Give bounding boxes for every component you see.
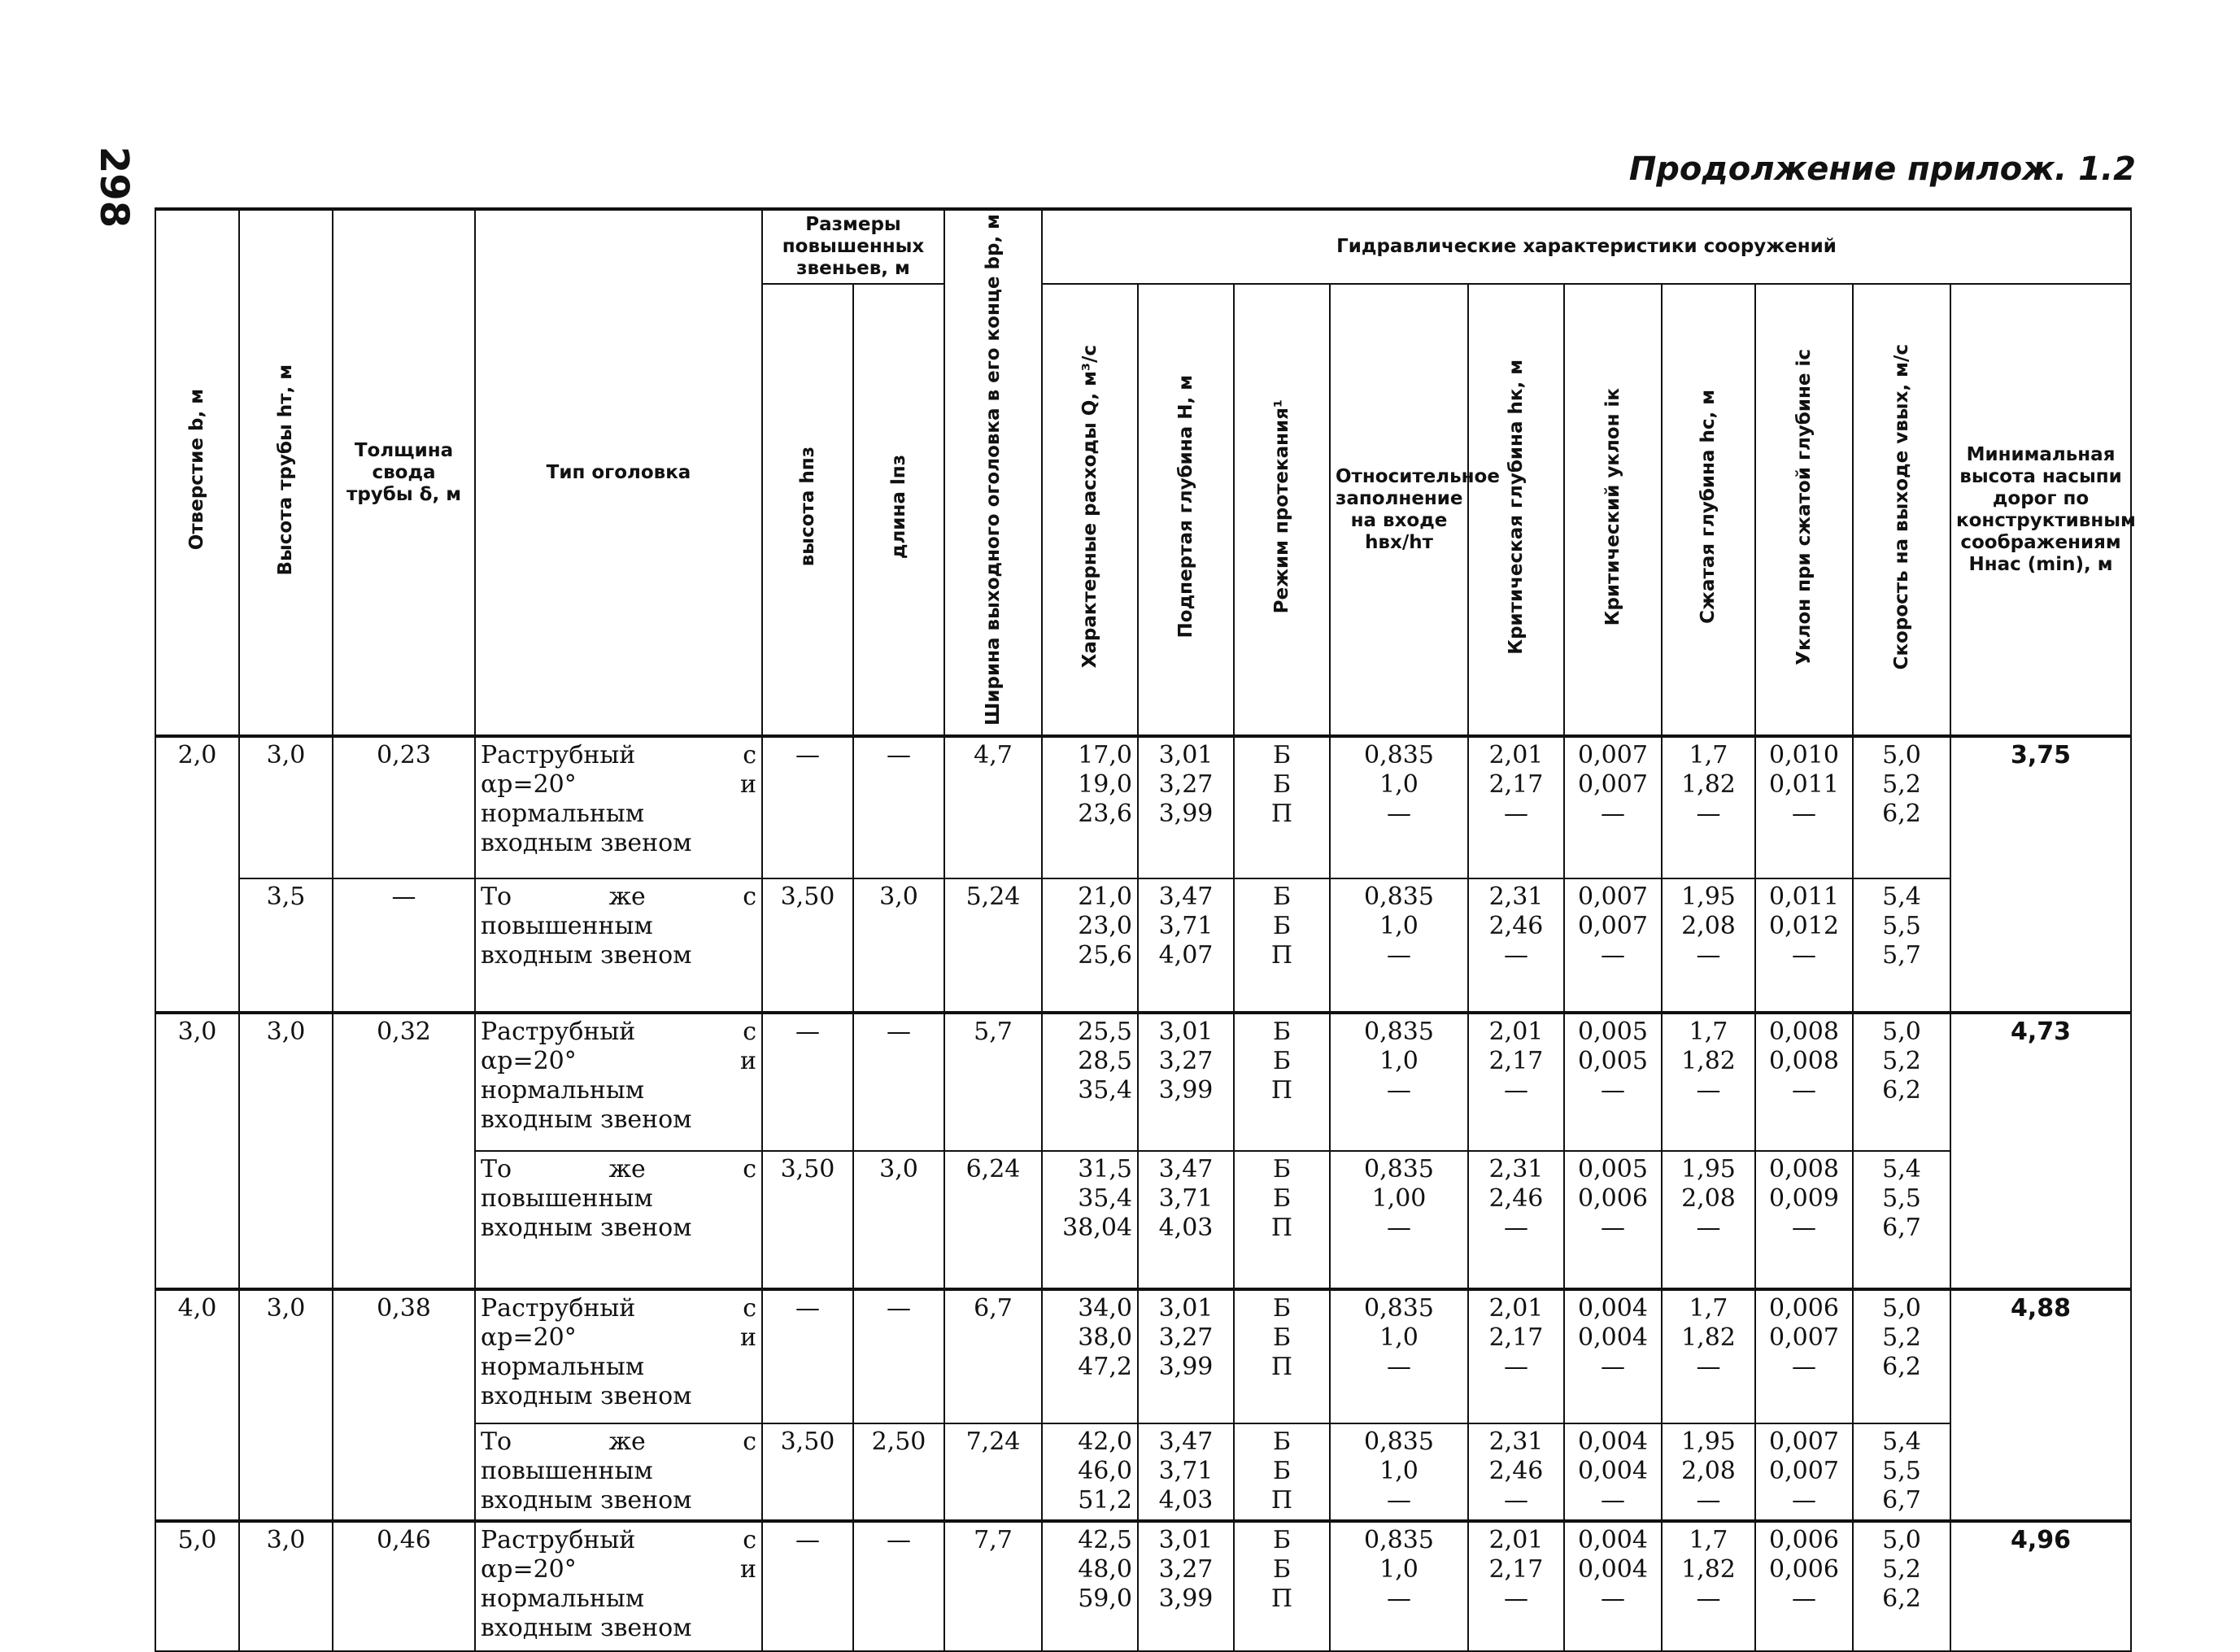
cell-b-p: 6,7 (944, 1289, 1042, 1423)
cell-h-t: 3,0 (239, 1289, 333, 1423)
cell-b-p: 4,7 (944, 736, 1042, 878)
cell-type: Раструбный с αр=20° и нормальным входным звеном (475, 1289, 762, 1423)
cell-l-pz: 3,0 (853, 878, 944, 1013)
cell-i-k: 0,007 0,007 — (1564, 878, 1662, 1013)
cell-l-pz: 3,0 (853, 1151, 944, 1289)
cell-h-pz: 3,50 (762, 878, 853, 1013)
header-Q: Характерные расходы Q, м³/с (1042, 284, 1138, 736)
cell-regime: Б Б П (1234, 1521, 1330, 1651)
cell-h-k: 2,01 2,17 — (1468, 736, 1564, 878)
continuation-title: Продолжение прилож. 1.2 (1628, 150, 2136, 188)
cell-Q: 21,0 23,0 25,6 (1042, 878, 1138, 1013)
cell-h-t: 3,0 (239, 1013, 333, 1151)
cell-h-c: 1,7 1,82 — (1662, 1013, 1755, 1151)
header-i-k: Критический уклон iк (1564, 284, 1662, 736)
cell-H: 3,47 3,71 4,03 (1138, 1151, 1234, 1289)
header-type: Тип оголовка (475, 209, 762, 736)
header-h-t: Высота трубы hт, м (239, 209, 333, 736)
cell-i-c: 0,006 0,007 — (1755, 1289, 1853, 1423)
cell-fill: 0,835 1,0 — (1330, 736, 1468, 878)
cell-delta: 0,46 (333, 1521, 475, 1651)
cell-i-k: 0,005 0,006 — (1564, 1151, 1662, 1289)
cell-h-c: 1,7 1,82 — (1662, 1521, 1755, 1651)
cell-H: 3,01 3,27 3,99 (1138, 736, 1234, 878)
cell-Q: 25,5 28,5 35,4 (1042, 1013, 1138, 1151)
table-row (155, 1289, 2131, 1423)
cell-b-p: 6,24 (944, 1151, 1042, 1289)
cell-l-pz: 2,50 (853, 1423, 944, 1521)
cell-type: Раструбный с αр=20° и нормальным входным звеном (475, 1013, 762, 1151)
cell-delta: — (333, 878, 475, 1013)
cell-h-k: 2,01 2,17 — (1468, 1521, 1564, 1651)
cell-H-min: 3,75 (1950, 736, 2131, 1013)
cell-fill: 0,835 1,0 — (1330, 878, 1468, 1013)
cell-h-pz: — (762, 736, 853, 878)
cell-h-pz: — (762, 1013, 853, 1151)
header-h-k: Критическая глубина hк, м (1468, 284, 1564, 736)
cell-H: 3,47 3,71 4,07 (1138, 878, 1234, 1013)
cell-Q: 17,0 19,0 23,6 (1042, 736, 1138, 878)
cell-H: 3,01 3,27 3,99 (1138, 1521, 1234, 1651)
cell-type: То же с повышенным входным звеном (475, 878, 762, 1013)
cell-H-min: 4,88 (1950, 1289, 2131, 1521)
cell-type: Раструбный с αр=20° и нормальным входным звеном (475, 1521, 762, 1651)
cell-Q: 31,5 35,4 38,04 (1042, 1151, 1138, 1289)
header-v: Скорость на выходе vвых, м/с (1853, 284, 1950, 736)
cell-H: 3,01 3,27 3,99 (1138, 1289, 1234, 1423)
cell-i-c: 0,011 0,012 — (1755, 878, 1853, 1013)
page-number: 298 (91, 146, 137, 229)
cell-regime: Б Б П (1234, 736, 1330, 878)
cell-h-pz: 3,50 (762, 1423, 853, 1521)
cell-regime: Б Б П (1234, 1289, 1330, 1423)
cell-h-t (239, 1151, 333, 1289)
cell-h-c: 1,7 1,82 — (1662, 1289, 1755, 1423)
cell-delta (333, 1151, 475, 1289)
cell-l-pz: — (853, 1013, 944, 1151)
header-delta: Толщина свода трубы δ, м (333, 209, 475, 736)
cell-l-pz: — (853, 1521, 944, 1651)
hydraulic-table (155, 207, 2136, 1652)
cell-i-k: 0,005 0,005 — (1564, 1013, 1662, 1151)
cell-v: 5,4 5,5 6,7 (1853, 1151, 1950, 1289)
cell-H: 3,47 3,71 4,03 (1138, 1423, 1234, 1521)
cell-h-t: 3,5 (239, 878, 333, 1013)
cell-Q: 42,0 46,0 51,2 (1042, 1423, 1138, 1521)
cell-v: 5,4 5,5 6,7 (1853, 1423, 1950, 1521)
table-row (155, 1013, 2131, 1151)
cell-regime: Б Б П (1234, 1423, 1330, 1521)
cell-h-c: 1,7 1,82 — (1662, 736, 1755, 878)
cell-h-k: 2,31 2,46 — (1468, 1151, 1564, 1289)
cell-H-min: 4,96 (1950, 1521, 2131, 1651)
cell-i-c: 0,008 0,008 — (1755, 1013, 1853, 1151)
header-H-min: Минимальная высота насыпи дорог по конструктивным соображениям Hнас (min), м (1950, 284, 2131, 736)
cell-h-t: 3,0 (239, 736, 333, 878)
header-h-c: Сжатая глубина hс, м (1662, 284, 1755, 736)
cell-regime: Б Б П (1234, 1013, 1330, 1151)
table-row (155, 1521, 2131, 1651)
header-i-c: Уклон при сжатой глубине iс (1755, 284, 1853, 736)
header-fill: Относительное заполнение на входе hвх/hт (1330, 284, 1468, 736)
cell-fill: 0,835 1,00 — (1330, 1151, 1468, 1289)
header-raised-group: Размеры повышенных звеньев, м (762, 209, 944, 284)
cell-delta: 0,38 (333, 1289, 475, 1423)
cell-b-p: 5,7 (944, 1013, 1042, 1151)
cell-h-pz: — (762, 1521, 853, 1651)
cell-h-pz: 3,50 (762, 1151, 853, 1289)
cell-H-min: 4,73 (1950, 1013, 2131, 1289)
cell-h-t: 3,0 (239, 1521, 333, 1651)
cell-i-c: 0,006 0,006 — (1755, 1521, 1853, 1651)
cell-b: 4,0 (155, 1289, 239, 1521)
cell-i-k: 0,004 0,004 — (1564, 1423, 1662, 1521)
cell-i-k: 0,004 0,004 — (1564, 1521, 1662, 1651)
cell-b-p: 7,7 (944, 1521, 1042, 1651)
table-row (155, 878, 2131, 1013)
cell-delta (333, 1423, 475, 1521)
cell-h-k: 2,31 2,46 — (1468, 1423, 1564, 1521)
cell-h-k: 2,31 2,46 — (1468, 878, 1564, 1013)
cell-v: 5,0 5,2 6,2 (1853, 736, 1950, 878)
cell-h-t (239, 1423, 333, 1521)
cell-i-c: 0,008 0,009 — (1755, 1151, 1853, 1289)
cell-Q: 34,0 38,0 47,2 (1042, 1289, 1138, 1423)
cell-b-p: 7,24 (944, 1423, 1042, 1521)
cell-type: То же с повышенным входным звеном (475, 1151, 762, 1289)
cell-v: 5,0 5,2 6,2 (1853, 1289, 1950, 1423)
header-b: Отверстие b, м (155, 209, 239, 736)
cell-l-pz: — (853, 1289, 944, 1423)
cell-i-k: 0,007 0,007 — (1564, 736, 1662, 878)
cell-i-c: 0,010 0,011 — (1755, 736, 1853, 878)
cell-h-pz: — (762, 1289, 853, 1423)
cell-fill: 0,835 1,0 — (1330, 1423, 1468, 1521)
cell-v: 5,0 5,2 6,2 (1853, 1013, 1950, 1151)
cell-b: 3,0 (155, 1013, 239, 1289)
cell-regime: Б Б П (1234, 878, 1330, 1013)
cell-delta: 0,23 (333, 736, 475, 878)
header-b-p: Ширина выходного оголовка в его конце bр, м (944, 209, 1042, 736)
cell-Q: 42,5 48,0 59,0 (1042, 1521, 1138, 1651)
cell-b: 2,0 (155, 736, 239, 1013)
header-l-pz: длина lпз (853, 284, 944, 736)
cell-i-k: 0,004 0,004 — (1564, 1289, 1662, 1423)
cell-b-p: 5,24 (944, 878, 1042, 1013)
cell-type: Раструбный с αр=20° и нормальным входным звеном (475, 736, 762, 878)
cell-fill: 0,835 1,0 — (1330, 1521, 1468, 1651)
table-row (155, 1151, 2131, 1289)
cell-h-k: 2,01 2,17 — (1468, 1289, 1564, 1423)
cell-fill: 0,835 1,0 — (1330, 1289, 1468, 1423)
cell-regime: Б Б П (1234, 1151, 1330, 1289)
cell-H: 3,01 3,27 3,99 (1138, 1013, 1234, 1151)
cell-type: То же с повышенным входным звеном (475, 1423, 762, 1521)
cell-fill: 0,835 1,0 — (1330, 1013, 1468, 1151)
cell-delta: 0,32 (333, 1013, 475, 1151)
header-h-pz: высота hпз (762, 284, 853, 736)
cell-h-k: 2,01 2,17 — (1468, 1013, 1564, 1151)
cell-b: 5,0 (155, 1521, 239, 1651)
table-row (155, 1423, 2131, 1521)
cell-v: 5,4 5,5 5,7 (1853, 878, 1950, 1013)
cell-v: 5,0 5,2 6,2 (1853, 1521, 1950, 1651)
cell-h-c: 1,95 2,08 — (1662, 878, 1755, 1013)
cell-l-pz: — (853, 736, 944, 878)
header-regime: Режим протекания¹ (1234, 284, 1330, 736)
cell-h-c: 1,95 2,08 — (1662, 1423, 1755, 1521)
cell-i-c: 0,007 0,007 — (1755, 1423, 1853, 1521)
table-row (155, 736, 2131, 878)
header-hydro-group: Гидравлические характеристики сооружений (1042, 209, 2131, 284)
header-H: Подпертая глубина H, м (1138, 284, 1234, 736)
cell-h-c: 1,95 2,08 — (1662, 1151, 1755, 1289)
